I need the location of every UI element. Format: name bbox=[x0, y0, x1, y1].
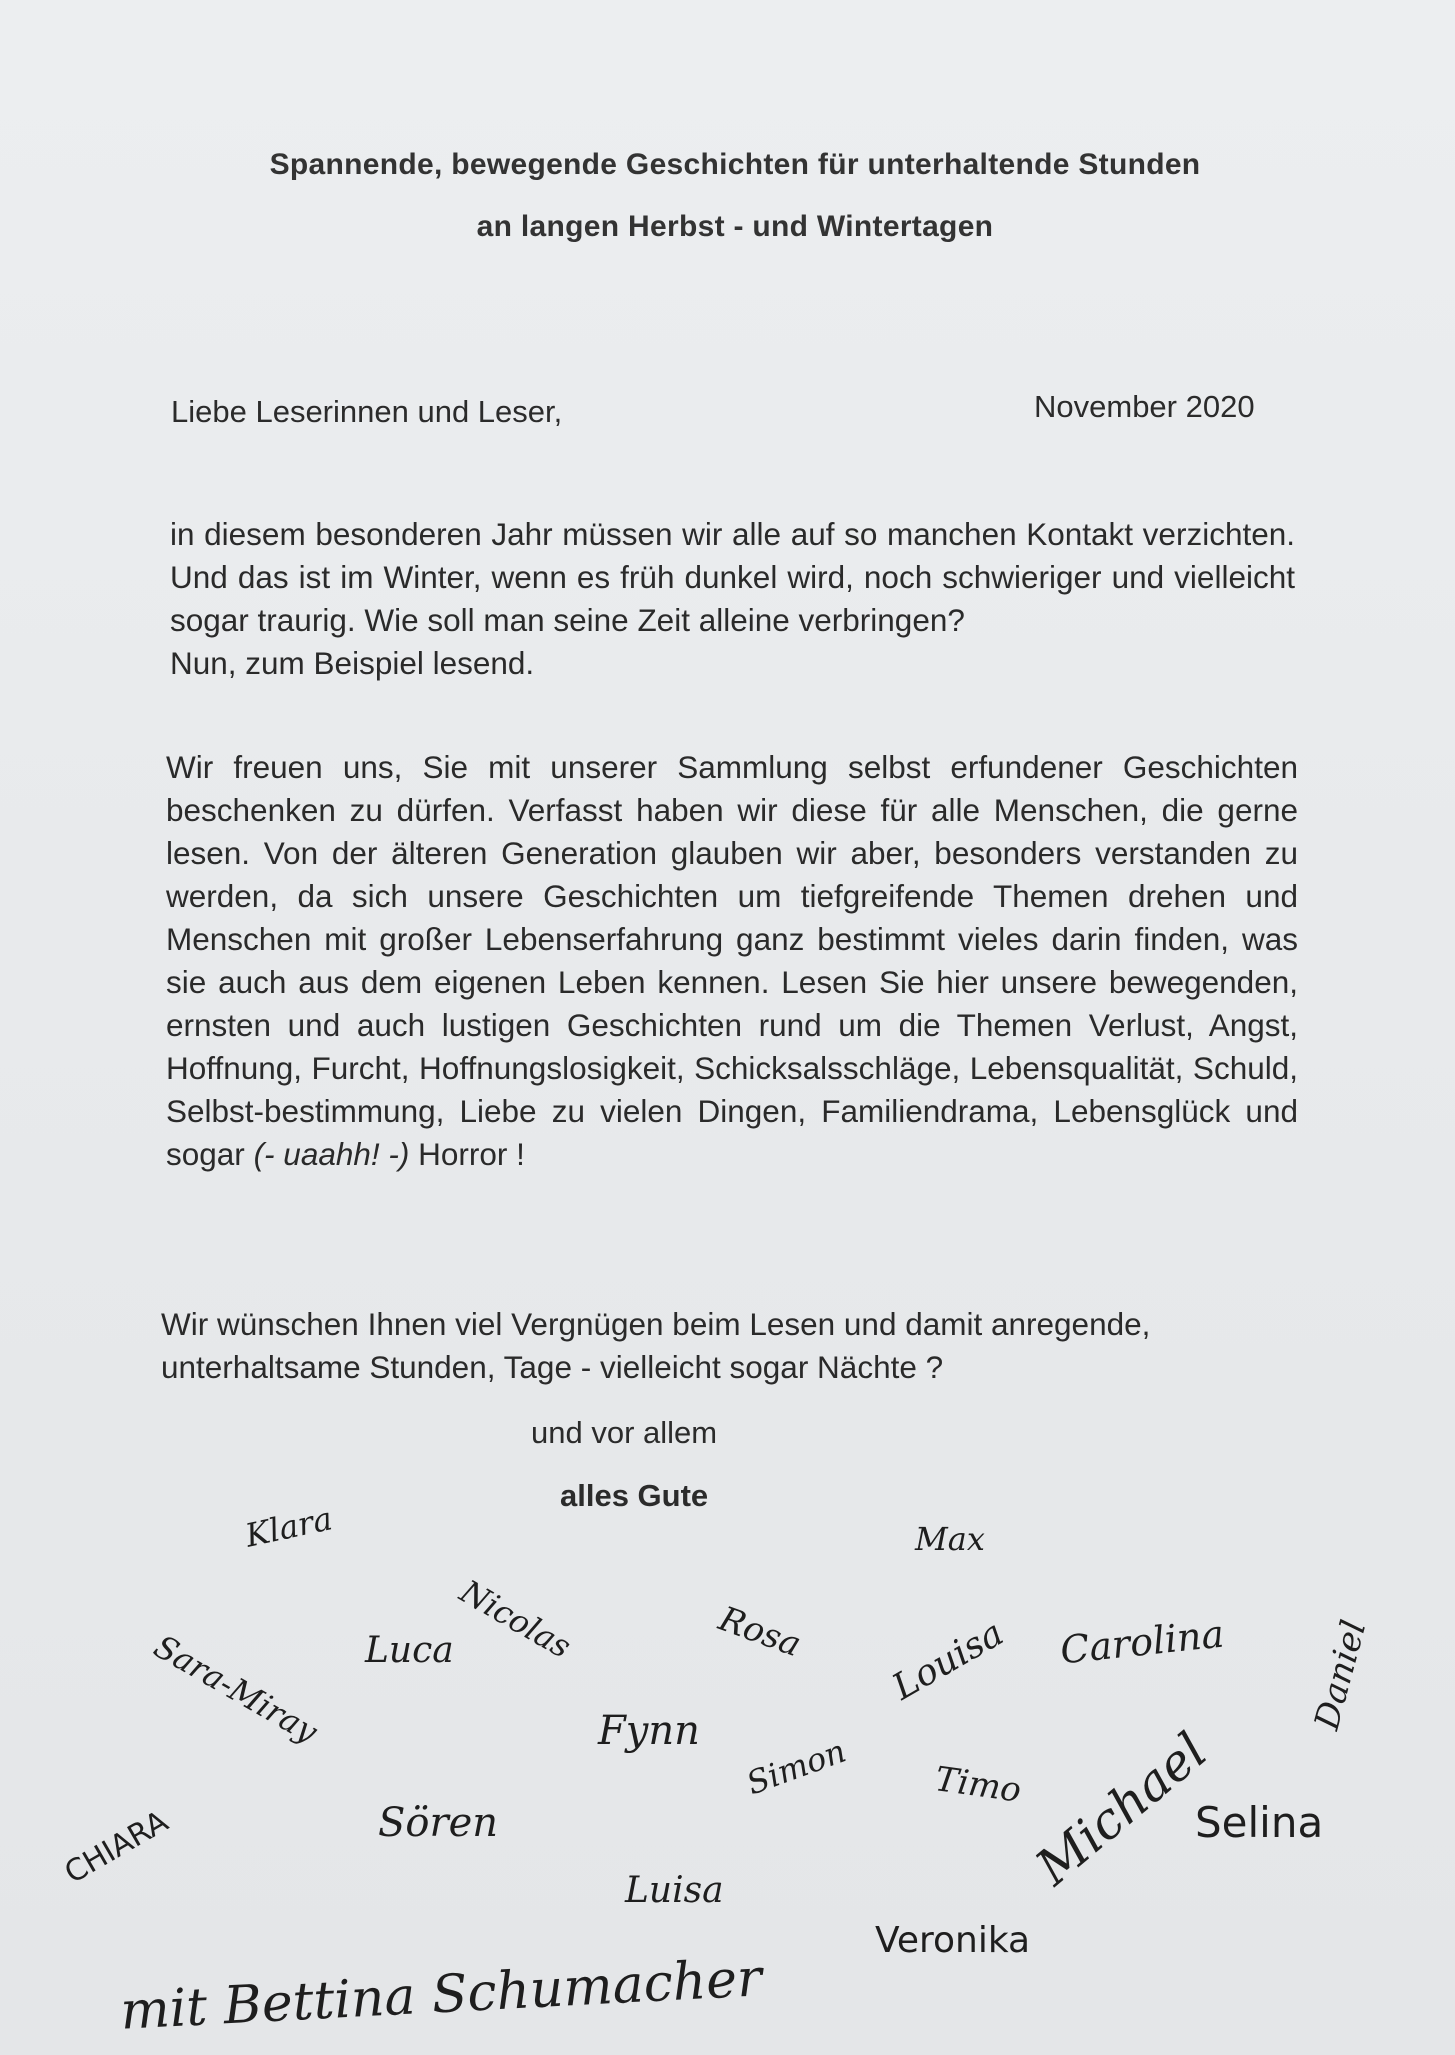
signature-sara-miray: Sara-Miray bbox=[147, 1627, 324, 1751]
paragraph-intro-text: in diesem besonderen Jahr müssen wir alle auf so manchen Kontakt verzichten. Und das ist im Winter, wenn es früh dunkel wird, noch schwieriger und vielleicht sogar traurig. Wie soll man seine Zeit alleine verbringen? bbox=[170, 516, 1295, 638]
paragraph-collection-end: Horror ! bbox=[418, 1136, 525, 1172]
signature-teacher: mit Bettina Schumacher bbox=[118, 1948, 764, 2042]
title-line-2: an langen Herbst - und Wintertagen bbox=[476, 210, 994, 243]
letter-date: November 2020 bbox=[1034, 389, 1255, 424]
signature-louisa: Louisa bbox=[885, 1612, 1011, 1709]
wishes-line: alles Gute bbox=[560, 1478, 709, 1513]
closing-line: und vor allem bbox=[531, 1415, 718, 1450]
greeting: Liebe Leserinnen und Leser, bbox=[171, 394, 563, 429]
signature-veronika: Veronika bbox=[875, 1920, 1031, 1961]
title-line-1: Spannende, bewegende Geschichten für unterhaltende Stunden bbox=[269, 148, 1201, 181]
signature-chiara: CHIARA bbox=[58, 1804, 175, 1891]
signature-luisa: Luisa bbox=[625, 1870, 724, 1911]
signature-soeren: Sören bbox=[378, 1800, 499, 1846]
paragraph-collection-aside: (- uaahh! -) bbox=[253, 1136, 410, 1172]
paragraph-collection-text: Wir freuen uns, Sie mit unserer Sammlung selbst erfundener Geschichten beschenken zu dürfen. Verfasst haben wir diese für alle Menschen, die gerne lesen. Von der älteren Generation glauben wir aber, besonders verstanden zu werden, da sich unsere Geschichten um tiefgreifende Themen drehen und Menschen mit großer Lebenserfahrung ganz bestimmt vieles darin finden, was sie auch aus dem eigenen Leben kennen. Lesen Sie hier unsere bewegenden, ernsten und auch lustigen Geschichten rund um die Themen Verlust, Angst, Hoffnung, Furcht, Hoffnungslosigkeit, Schicksalsschläge, Lebensqualität, Schuld, Selbst-bestimmung, Liebe zu vielen Dingen, Familiendrama, Lebensglück und sogar bbox=[166, 749, 1298, 1172]
signature-carolina: Carolina bbox=[1058, 1611, 1227, 1673]
signature-klara: Klara bbox=[242, 1499, 336, 1555]
paragraph-wishes: Wir wünschen Ihnen viel Vergnügen beim Lesen und damit anregende, unterhaltsame Stunden, Tage - vielleicht sogar Nächte ? bbox=[161, 1306, 1151, 1385]
signature-max: Max bbox=[915, 1520, 985, 1558]
signature-luca: Luca bbox=[365, 1630, 454, 1671]
signature-timo: Timo bbox=[932, 1759, 1024, 1811]
paragraph-intro-tail: Nun, zum Beispiel lesend. bbox=[170, 645, 535, 681]
paragraph-intro bbox=[170, 513, 1295, 685]
signature-rosa: Rosa bbox=[713, 1598, 807, 1666]
signature-fynn: Fynn bbox=[598, 1708, 700, 1754]
signature-nicolas: Nicolas bbox=[453, 1572, 578, 1666]
signature-michael: Michael bbox=[1025, 1721, 1218, 1897]
paragraph-collection bbox=[166, 746, 1298, 1176]
signature-selina: Selina bbox=[1195, 1798, 1324, 1847]
signature-simon: Simon bbox=[741, 1731, 851, 1803]
signature-daniel: Daniel bbox=[1306, 1616, 1375, 1734]
